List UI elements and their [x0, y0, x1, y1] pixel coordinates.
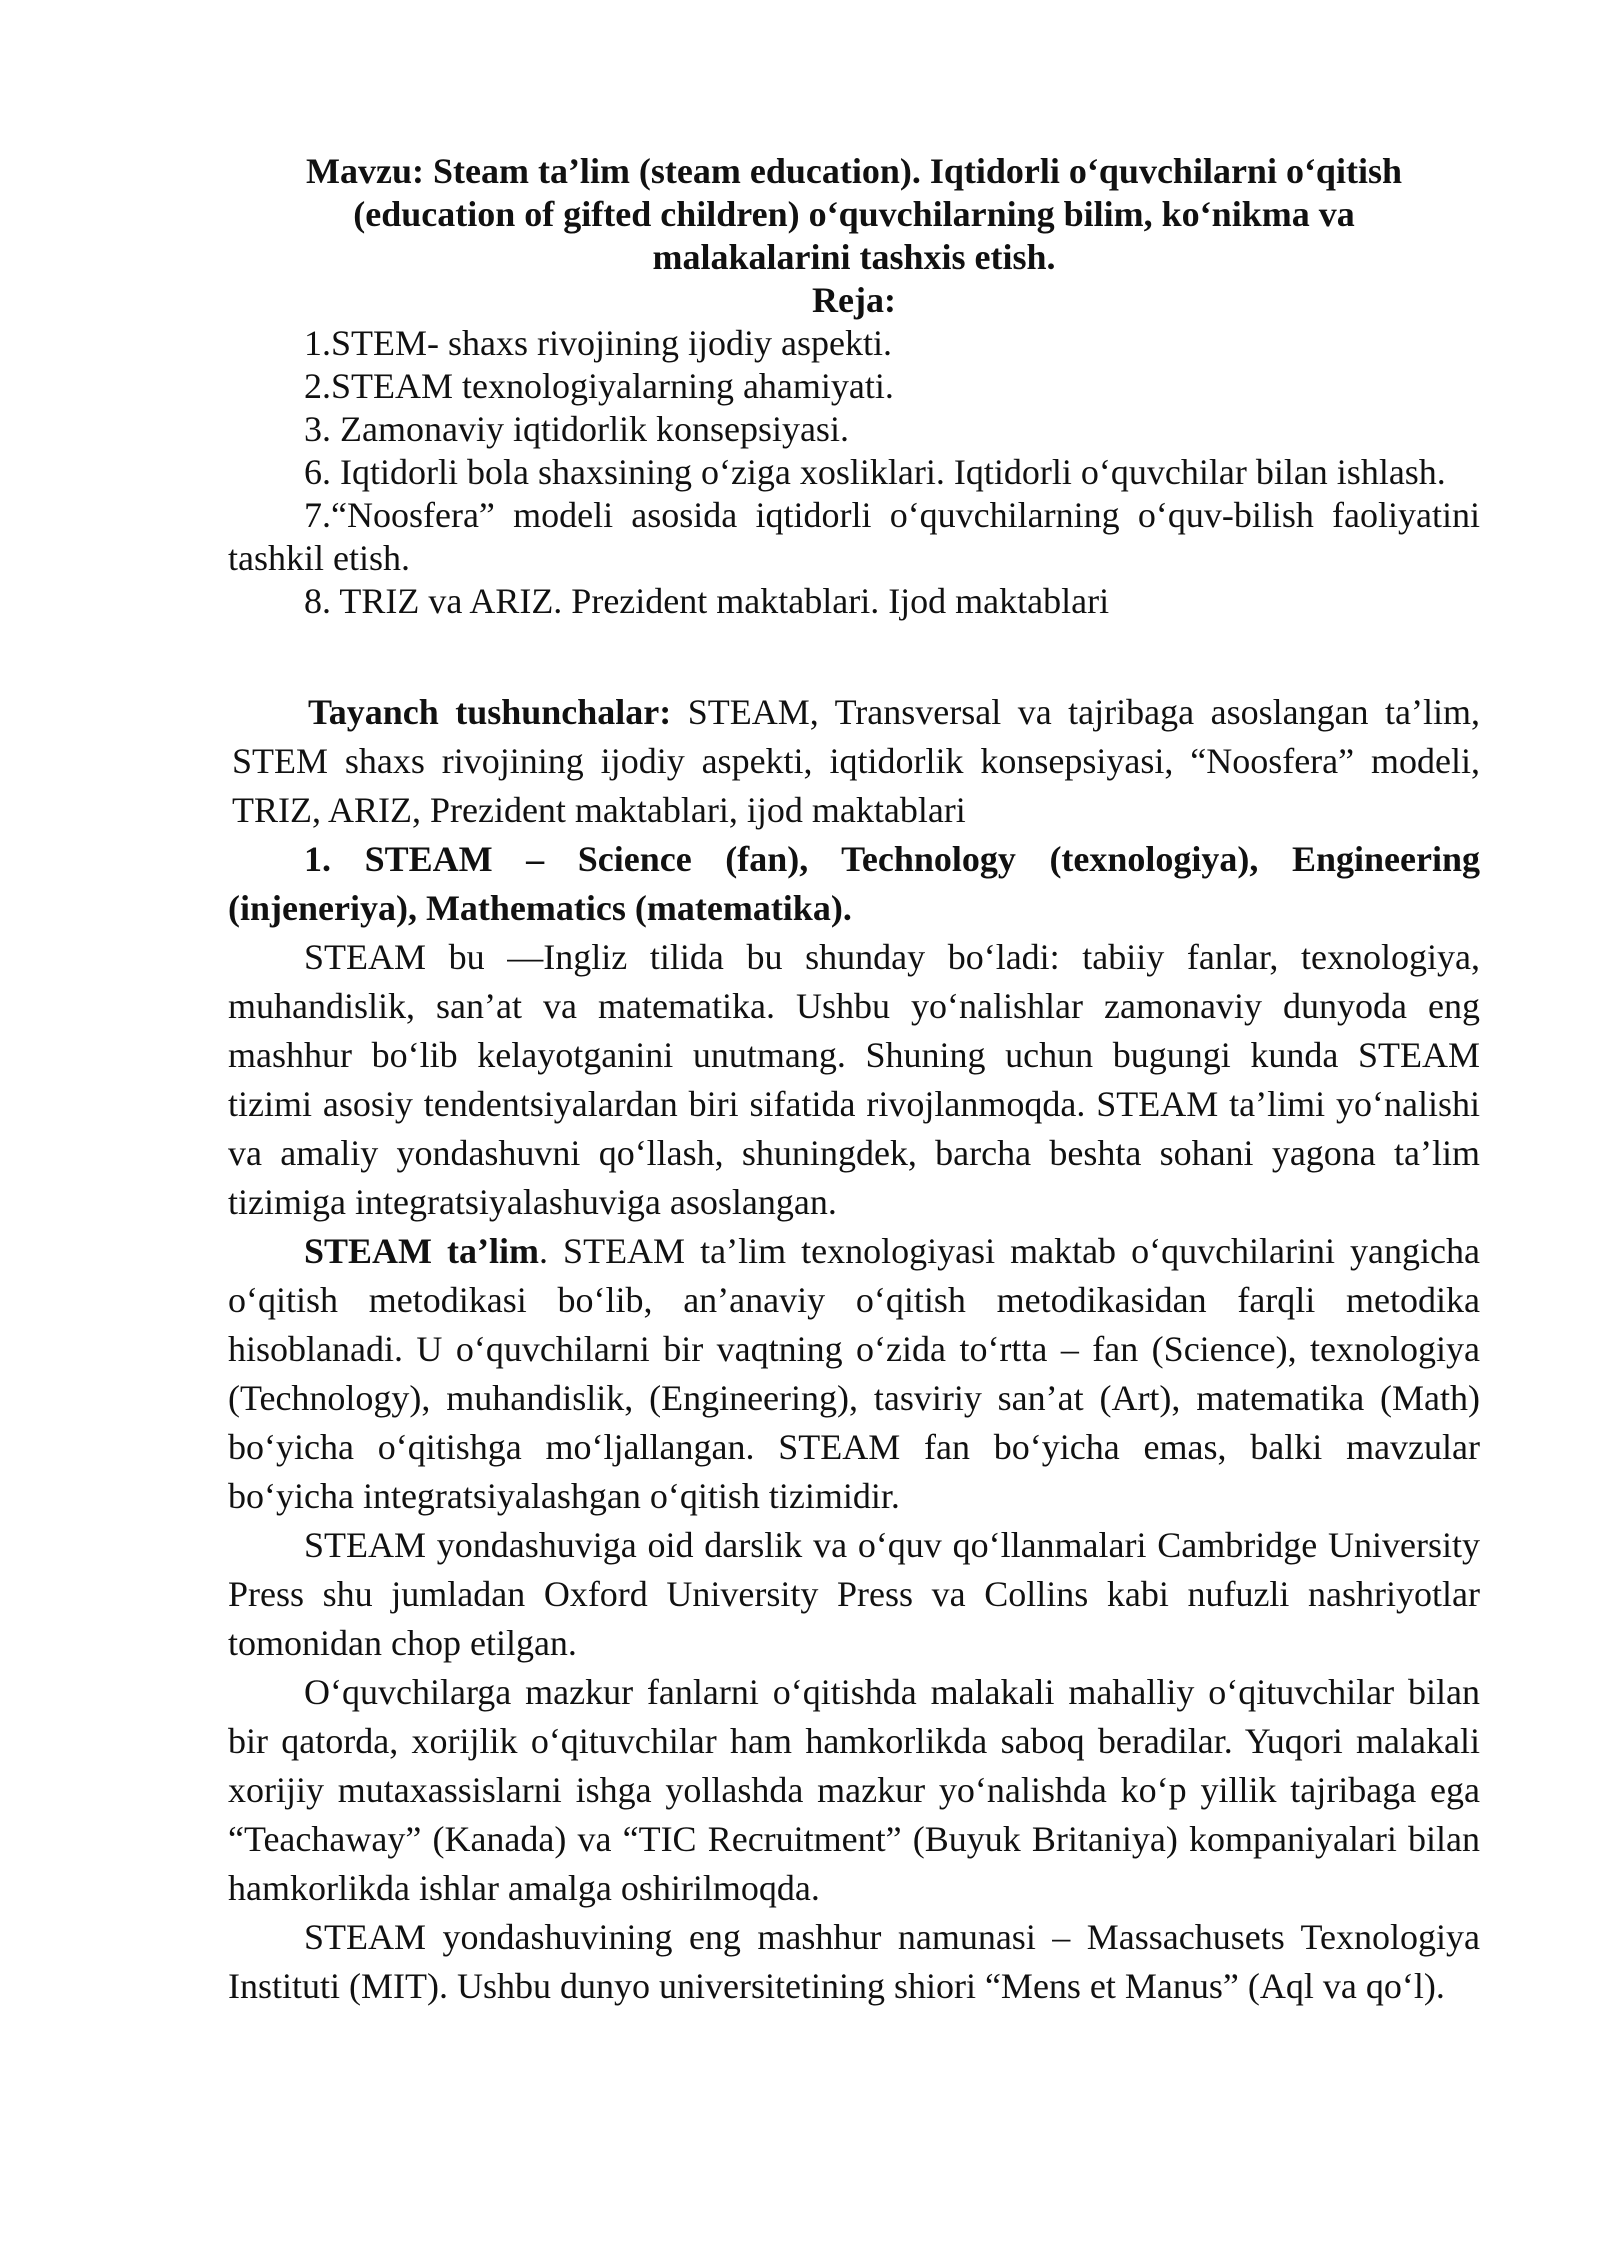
plan-item: 3. Zamonaviy iqtidorlik konsepsiyasi.	[304, 409, 849, 449]
keywords-text: STEAM, Transversal va tajribaga asoslangan ta’lim, STEM shaxs rivojining ijodiy aspekti, iqtidorlik konsepsiyasi, “Noosfera” modeli, TRIZ, ARIZ, Prezident maktablari, ijod maktablari	[232, 692, 1481, 830]
section-gap	[228, 623, 1480, 688]
paragraph	[228, 1227, 1480, 1521]
plan-item: 7.“Noosfera” modeli asosida iqtidorli o‘quvchilarning o‘quv-bilish faoliyatini tashkil etish.	[228, 495, 1480, 578]
plan-item: 8. TRIZ va ARIZ. Prezident maktablari. Ijod maktablari	[304, 581, 1110, 621]
plan-item: 1.STEM- shaxs rivojining ijodiy aspekti.	[304, 323, 892, 363]
keywords-label: Tayanch tushunchalar:	[308, 692, 672, 732]
paragraph: STEAM bu —Ingliz tilida bu shunday bo‘ladi: tabiiy fanlar, texnologiya, muhandislik, san’at va matematika. Ushbu yo‘nalishlar zamonaviy dunyoda eng mashhur bo‘lib kelayotganini unutmang. Shuning uchun bugungi kunda STEAM tizimi asosiy tendentsiyalardan biri sifatida rivojlanmoqda. STEAM ta’limi yo‘nalishi va amaliy yondashuvni qo‘llash, shuningdek, barcha beshta sohani yagona ta’lim tizimiga integratsiyalashuviga asoslangan.	[228, 937, 1480, 1222]
document-title: Mavzu: Steam ta’lim (steam education). Iqtidorli o‘quvchilarni o‘qitish (education of gifted children) o‘quvchilarning bilim, ko‘nikma va malakalarini tashxis etish.	[306, 151, 1402, 277]
section-heading: 1. STEAM – Science (fan), Technology (texnologiya), Engineering (injeneriya), Mathematics (matematika).	[228, 839, 1480, 928]
paragraph: STEAM yondashuvining eng mashhur namunasi – Massachusets Texnologiya Instituti (MIT). Ushbu dunyo universitetining shiori “Mens et Manus” (Aql va qo‘l).	[228, 1917, 1480, 2006]
paragraph: STEAM yondashuviga oid darslik va o‘quv qo‘llanmalari Cambridge University Press shu jumladan Oxford University Press va Collins kabi nufuzli nashriyotlar tomonidan chop etilgan.	[228, 1525, 1480, 1663]
paragraph: O‘quvchilarga mazkur fanlarni o‘qitishda malakali mahalliy o‘qituvchilar bilan bir qatorda, xorijlik o‘qituvchilar ham hamkorlikda saboq beradilar. Yuqori malakali xorijiy mutaxassislarni ishga yollashda mazkur yo‘nalishda ko‘p yillik tajribaga ega “Teachaway” (Kanada) va “TIC Recruitment” (Buyuk Britaniya) kompaniyalari bilan hamkorlikda ishlar amalga oshirilmoqda.	[228, 1672, 1480, 1908]
document-page	[228, 150, 1480, 2011]
plan-heading: Reja:	[812, 280, 896, 320]
plan-item: 6. Iqtidorli bola shaxsining o‘ziga xosliklari. Iqtidorli o‘quvchilar bilan ishlash.	[304, 452, 1446, 492]
plan-list	[228, 322, 1480, 623]
plan-item: 2.STEAM texnologiyalarning ahamiyati.	[304, 366, 894, 406]
paragraph-text: . STEAM ta’lim texnologiyasi maktab o‘quvchilarini yangicha o‘qitish metodikasi bo‘lib, an’anaviy o‘qitish metodikasidan farqli metodika hisoblanadi. U o‘quvchilarni bir vaqtning o‘zida to‘rtta – fan (Science), texnologiya (Technology), muhandislik, (Engineering), tasviriy san’at (Art), matematika (Math) bo‘yicha o‘qitishga mo‘ljallangan. STEAM fan bo‘yicha emas, balki mavzular bo‘yicha integratsiyalashgan o‘qitish tizimidir.	[228, 1231, 1480, 1516]
paragraph-bold-term: STEAM ta’lim	[304, 1231, 540, 1271]
keywords-paragraph	[228, 688, 1480, 835]
